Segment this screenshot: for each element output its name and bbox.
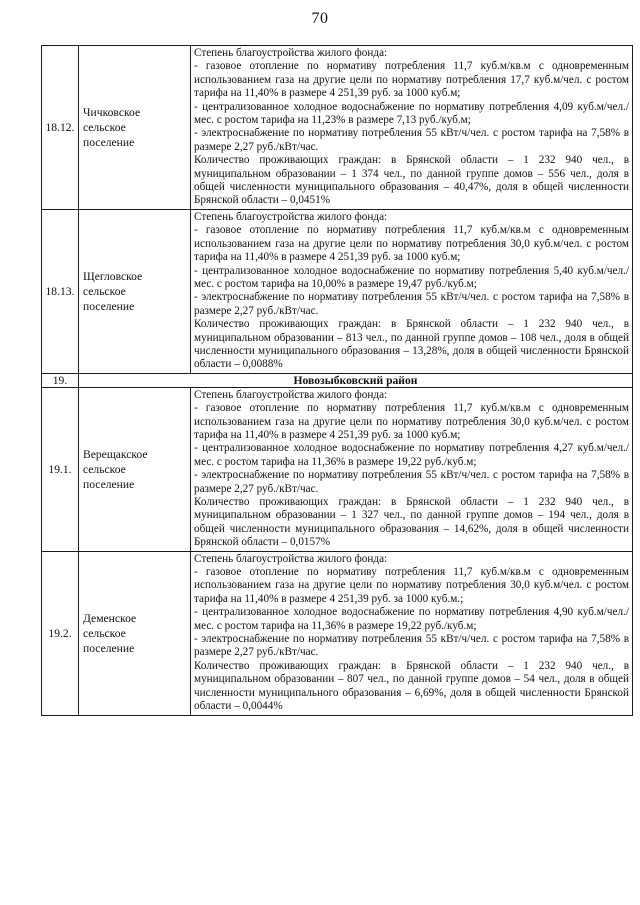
- paragraph-gas: - газовое отопление по нормативу потребления 11,7 куб.м/кв.м с одновременным использованием газа на другие цели по нормативу потребления 30,0 куб.м/чел. с ростом тарифа на 11,40% в размере 4 251,39 руб. за 1000 куб.м;: [194, 224, 629, 264]
- paragraph-heading: Степень благоустройства жилого фонда:: [194, 552, 388, 565]
- paragraph-heading: Степень благоустройства жилого фонда:: [194, 210, 388, 223]
- settlement-name-line: Щегловское: [83, 269, 143, 283]
- settlement-name-line: Деменское: [83, 611, 137, 625]
- paragraph-water: - централизованное холодное водоснабжение по нормативу потребления 4,09 куб.м/чел./мес. с ростом тарифа на 11,23% в размере 7,13 руб./куб.м;: [194, 100, 629, 127]
- description-cell: [191, 46, 633, 210]
- settlement-name-line: поселение: [83, 135, 135, 149]
- paragraph-electricity: - электроснабжение по нормативу потребления 55 кВт/ч/чел. с ростом тарифа на 7,58% в размере 2,27 руб./кВт/час.: [194, 127, 629, 153]
- settlement-name-line: сельское: [83, 626, 126, 640]
- settlement-name: [79, 209, 191, 373]
- settlement-name-line: поселение: [83, 641, 135, 655]
- table-row: [42, 209, 633, 373]
- description-cell: [191, 209, 633, 373]
- paragraph-heading: Степень благоустройства жилого фонда:: [194, 388, 388, 401]
- paragraph-electricity: - электроснабжение по нормативу потребления 55 кВт/ч/чел. с ростом тарифа на 7,58% в размере 2,27 руб./кВт/час.: [194, 291, 629, 317]
- description-cell: [191, 551, 633, 715]
- settlement-name-line: поселение: [83, 477, 135, 491]
- settlement-name-line: сельское: [83, 284, 126, 298]
- row-number: 18.13.: [42, 209, 79, 373]
- section-number: 19.: [42, 373, 79, 387]
- paragraph-population: Количество проживающих граждан: в Брянской области – 1 232 940 чел., в муниципальном образовании – 1 374 чел., по данной группе домов – 556 чел., доля в общей численности муниципального образования – 40,47%, доля в общей численности Брянской области – 0,0451%: [194, 154, 629, 207]
- row-number: 19.1.: [42, 387, 79, 551]
- table-row: [42, 387, 633, 551]
- settlement-name-line: сельское: [83, 462, 126, 476]
- settlement-name: [79, 387, 191, 551]
- settlement-name: [79, 46, 191, 210]
- paragraph-electricity: - электроснабжение по нормативу потребления 55 кВт/ч/чел. с ростом тарифа на 7,58% в размере 2,27 руб./кВт/час.: [194, 633, 629, 659]
- paragraph-population: Количество проживающих граждан: в Брянской области – 1 232 940 чел., в муниципальном образовании – 813 чел., по данной группе домов – 108 чел., доля в общей численности муниципального образования – 13,28%, доля в общей численности Брянской области – 0,0088%: [194, 318, 629, 371]
- section-row: [42, 373, 633, 387]
- row-number: 19.2.: [42, 551, 79, 715]
- paragraph-gas: - газовое отопление по нормативу потребления 11,7 куб.м/кв.м с одновременным использованием газа на другие цели по нормативу потребления 30,0 куб.м/чел. с ростом тарифа на 11,40% в размере 4 251,39 руб. за 1000 куб.м.;: [194, 566, 629, 605]
- paragraph-gas: - газовое отопление по нормативу потребления 11,7 куб.м/кв.м с одновременным использованием газа на другие цели по нормативу потребления 17,7 куб.м/чел. с ростом тарифа на 11,40% в размере 4 251,39 руб. за 1000 куб.м;: [194, 60, 629, 100]
- paragraph-gas: - газовое отопление по нормативу потребления 11,7 куб.м/кв.м с одновременным использованием газа на другие цели по нормативу потребления 30,0 куб.м/чел. с ростом тарифа на 11,40% в размере 4 251,39 руб. за 1000 куб.м;: [194, 402, 629, 441]
- paragraph-electricity: - электроснабжение по нормативу потребления 55 кВт/ч/чел. с ростом тарифа на 7,58% в размере 2,27 руб./кВт/час.: [194, 469, 629, 495]
- table-row: [42, 551, 633, 715]
- page-number: 70: [311, 10, 329, 27]
- row-number: 18.12.: [42, 46, 79, 210]
- section-title: Новозыбковский район: [79, 373, 633, 387]
- paragraph-population: Количество проживающих граждан: в Брянской области – 1 232 940 чел., в муниципальном образовании – 807 чел., по данной группе домов – 54 чел., доля в общей численности муниципального образования – 6,69%, доля в общей численности Брянской области – 0,0044%: [194, 659, 629, 713]
- paragraph-water: - централизованное холодное водоснабжение по нормативу потребления 4,90 куб.м/чел./мес. с ростом тарифа на 11,36% в размере 19,22 руб./куб.м;: [194, 606, 629, 632]
- settlement-name: [79, 551, 191, 715]
- settlement-name-line: Верещакское: [83, 447, 148, 461]
- paragraph-heading: Степень благоустройства жилого фонда:: [194, 47, 388, 59]
- settlement-name-line: сельское: [83, 120, 126, 134]
- paragraph-water: - централизованное холодное водоснабжение по нормативу потребления 4,27 куб.м/чел./мес. с ростом тарифа на 11,36% в размере 19,22 руб./куб.м;: [194, 442, 629, 468]
- settlement-name-line: поселение: [83, 299, 135, 313]
- settlement-name-line: Чичковское: [83, 105, 141, 119]
- description-cell: [191, 387, 633, 551]
- tariff-table: [41, 45, 633, 716]
- paragraph-water: - централизованное холодное водоснабжение по нормативу потребления 5,40 куб.м/чел./мес. с ростом тарифа на 10,00% в размере 19,47 руб./куб.м;: [194, 264, 629, 290]
- paragraph-population: Количество проживающих граждан: в Брянской области – 1 232 940 чел., в муниципальном образовании – 1 327 чел., по данной группе домов – 194 чел., доля в общей численности муниципального образования – 14,62%, доля в общей численности Брянской области – 0,0157%: [194, 496, 629, 549]
- table-row: [42, 46, 633, 210]
